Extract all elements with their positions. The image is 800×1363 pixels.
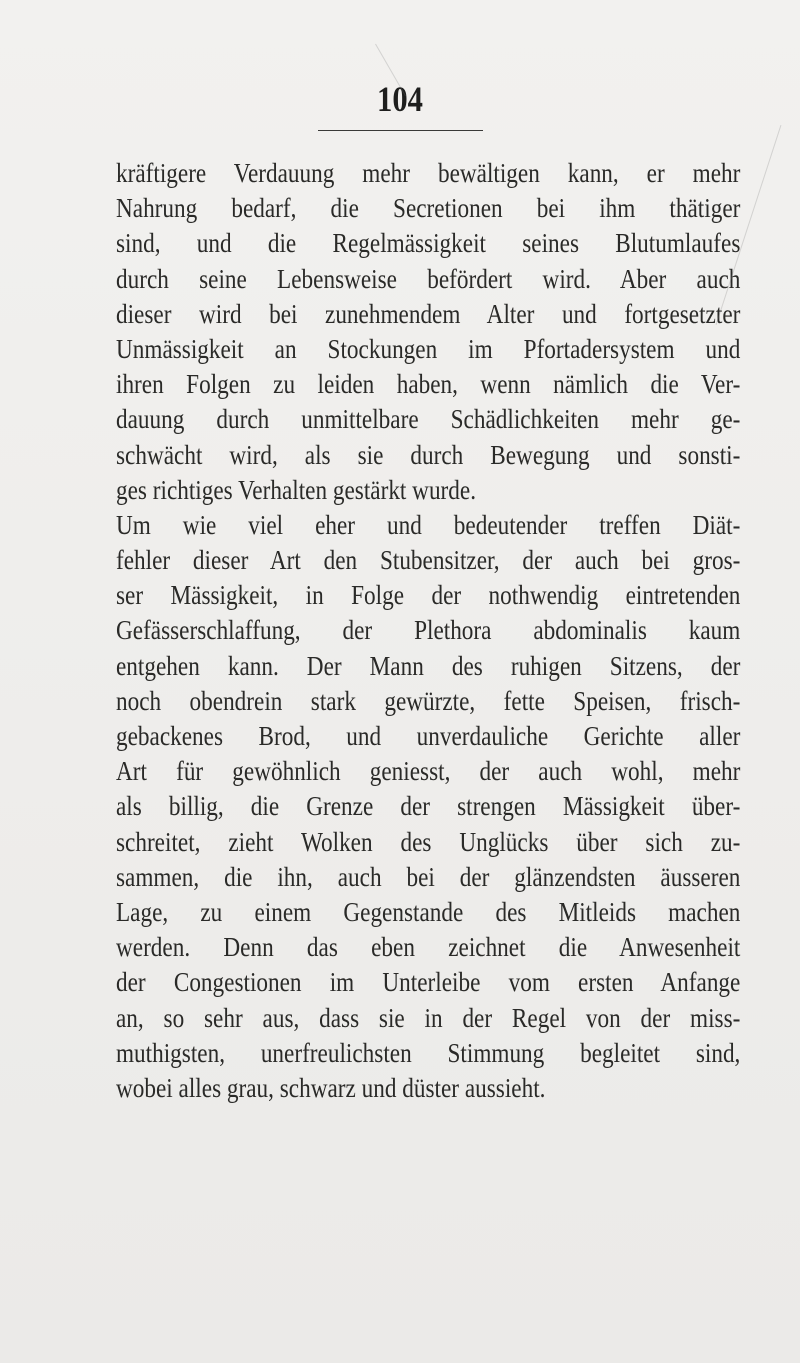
text-line: sammen, die ihn, auch bei der glänzendsten äusseren [116, 861, 741, 892]
text-line: entgehen kann. Der Mann des ruhigen Sitzens, der [116, 650, 741, 681]
text-line: Art für gewöhnlich geniesst, der auch wohl, mehr [116, 756, 741, 787]
text-line: an, so sehr aus, dass sie in der Regel von der miss- [116, 1002, 741, 1033]
text-line: Lage, zu einem Gegenstande des Mitleids machen [116, 896, 741, 927]
text-line: noch obendrein stark gewürzte, fette Speisen, frisch- [116, 685, 741, 716]
text-line: muthigsten, unerfreulichsten Stimmung begleitet sind, [116, 1037, 741, 1068]
header-rule [318, 130, 483, 131]
text-line: wobei alles grau, schwarz und düster aussieht. [116, 1072, 546, 1103]
text-line: Unmässigkeit an Stockungen im Pfortadersystem und [116, 333, 741, 364]
text-line: dieser wird bei zunehmendem Alter und fortgesetzter [116, 298, 741, 329]
text-line: durch seine Lebensweise befördert wird. Aber auch [116, 263, 741, 294]
text-line: schreitet, zieht Wolken des Unglücks über sich zu- [116, 826, 741, 857]
text-line: der Congestionen im Unterleibe vom ersten Anfange [116, 967, 741, 998]
text-line: fehler dieser Art den Stubensitzer, der auch bei gros- [116, 545, 741, 576]
text-line: Um wie viel eher und bedeutender treffen Diät- [116, 509, 741, 540]
page-number: 104 [377, 79, 423, 119]
text-line: sind, und die Regelmässigkeit seines Blutumlaufes [116, 228, 741, 259]
text-line: ges richtiges Verhalten gestärkt wurde. [116, 474, 477, 505]
text-line: als billig, die Grenze der strengen Mässigkeit über- [116, 791, 741, 822]
text-line: gebackenes Brod, und unverdauliche Gerichte aller [116, 721, 741, 751]
text-line: schwächt wird, als sie durch Bewegung und sonsti- [116, 439, 741, 470]
text-line: ser Mässigkeit, in Folge der nothwendig eintretenden [116, 580, 741, 611]
text-line: ihren Folgen zu leiden haben, wenn nämlich die Ver- [116, 369, 741, 400]
text-line: werden. Denn das eben zeichnet die Anwesenheit [116, 932, 741, 963]
text-line: Nahrung bedarf, die Secretionen bei ihm thätiger [116, 193, 741, 224]
text-line: kräftigere Verdauung mehr bewältigen kann, er mehr [116, 158, 741, 188]
body-text [116, 156, 740, 1106]
text-line: dauung durch unmittelbare Schädlichkeiten mehr ge- [116, 404, 741, 435]
text-line: Gefässerschlaffung, der Plethora abdominalis kaum [116, 615, 741, 646]
